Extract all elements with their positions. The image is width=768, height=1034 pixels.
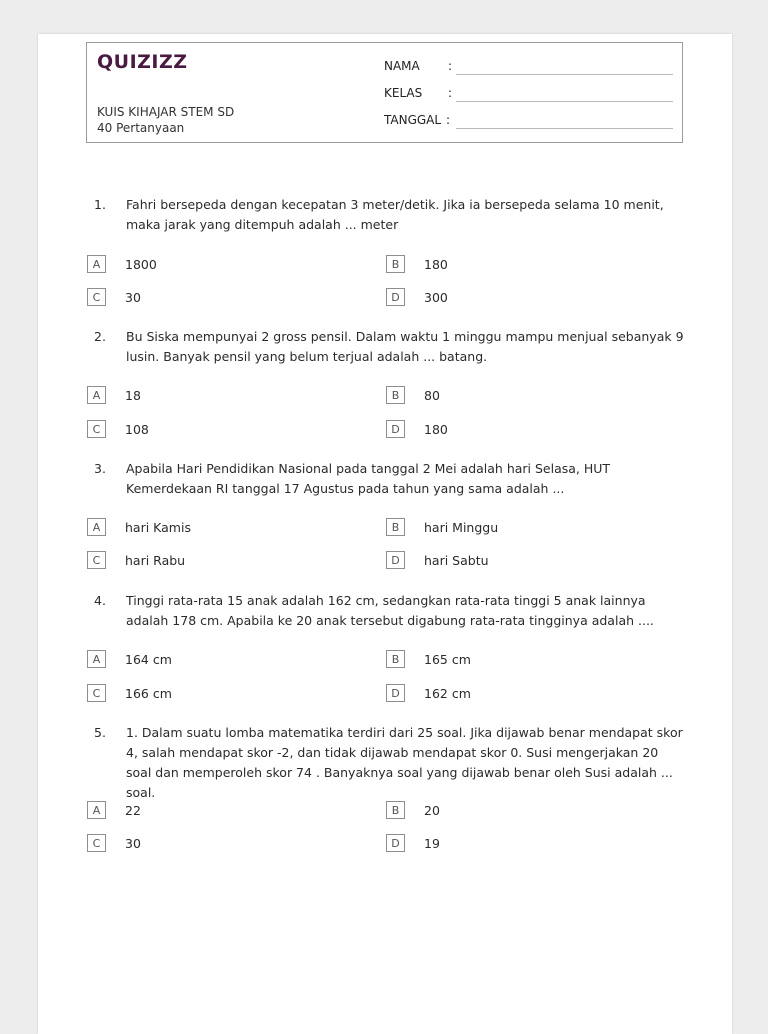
option-text: 162 cm xyxy=(424,686,471,701)
question-text: Tinggi rata-rata 15 anak adalah 162 cm, sedangkan rata-rata tinggi 5 anak lainnya adalah 178 cm. Apabila ke 20 anak tersebut digabung rata-rata tingginya adalah .... xyxy=(126,593,654,628)
option-letter-box: C xyxy=(87,684,106,702)
option-letter-box: B xyxy=(386,650,405,668)
worksheet-page xyxy=(38,34,732,1034)
option-letter-box: A xyxy=(87,386,106,404)
option-letter-box: D xyxy=(386,420,405,438)
option-letter-box: A xyxy=(87,518,106,536)
option-letter-box: D xyxy=(386,288,405,306)
class-label: KELAS xyxy=(384,86,423,100)
option-text: hari Minggu xyxy=(424,520,499,535)
question-number: 2. xyxy=(94,329,106,344)
option-letter-box: B xyxy=(386,801,405,819)
quiz-title: KUIS KIHAJAR STEM SD xyxy=(97,105,235,119)
question-number: 3. xyxy=(94,461,106,476)
option-text: 300 xyxy=(424,290,448,305)
option-text: 180 xyxy=(424,257,448,272)
option-text: hari Rabu xyxy=(125,553,186,568)
question-number: 4. xyxy=(94,593,106,608)
option-letter-box: C xyxy=(87,420,106,438)
name-blank-line[interactable] xyxy=(456,74,673,75)
name-colon: : xyxy=(448,59,453,73)
option-text: 20 xyxy=(424,803,440,818)
option-letter-box: A xyxy=(87,801,106,819)
question-number: 1. xyxy=(94,197,106,212)
option-text: 22 xyxy=(125,803,141,818)
question-count: 40 Pertanyaan xyxy=(97,121,185,135)
option-letter-box: A xyxy=(87,650,106,668)
option-text: 166 cm xyxy=(125,686,172,701)
question-text: Bu Siska mempunyai 2 gross pensil. Dalam waktu 1 minggu mampu menjual sebanyak 9 lusin. Banyak pensil yang belum terjual adalah ... batang. xyxy=(126,329,684,364)
option-text: 108 xyxy=(125,422,149,437)
option-letter-box: A xyxy=(87,255,106,273)
option-text: hari Kamis xyxy=(125,520,191,535)
option-text: hari Sabtu xyxy=(424,553,489,568)
option-letter-box: B xyxy=(386,386,405,404)
date-blank-line[interactable] xyxy=(456,128,673,129)
worksheet-header xyxy=(86,42,683,143)
question-text: 1. Dalam suatu lomba matematika terdiri dari 25 soal. Jika dijawab benar mendapat skor 4, salah mendapat skor -2, dan tidak dijawab mendapat skor 0. Susi mengerjakan 20 soal dan memperoleh skor 74 . Banyaknya soal yang dijawab benar oleh Susi adalah ... soal. xyxy=(126,725,683,800)
option-text: 30 xyxy=(125,290,141,305)
option-text: 18 xyxy=(125,388,141,403)
option-text: 1800 xyxy=(125,257,157,272)
option-letter-box: D xyxy=(386,551,405,569)
date-label: TANGGAL xyxy=(384,113,442,127)
name-label: NAMA xyxy=(384,59,420,73)
option-text: 30 xyxy=(125,836,141,851)
class-colon: : xyxy=(448,86,453,100)
option-text: 180 xyxy=(424,422,448,437)
option-letter-box: B xyxy=(386,255,405,273)
option-letter-box: C xyxy=(87,288,106,306)
option-text: 165 cm xyxy=(424,652,471,667)
date-colon: : xyxy=(446,113,451,127)
quizizz-logo: QUIZIZZ xyxy=(97,51,188,73)
option-letter-box: C xyxy=(87,834,106,852)
option-text: 19 xyxy=(424,836,440,851)
option-letter-box: D xyxy=(386,834,405,852)
option-letter-box: D xyxy=(386,684,405,702)
question-number: 5. xyxy=(94,725,106,740)
question-text: Apabila Hari Pendidikan Nasional pada tanggal 2 Mei adalah hari Selasa, HUT Kemerdekaan RI tanggal 17 Agustus pada tahun yang sama adalah ... xyxy=(126,461,611,496)
option-letter-box: B xyxy=(386,518,405,536)
class-blank-line[interactable] xyxy=(456,101,673,102)
option-letter-box: C xyxy=(87,551,106,569)
option-text: 80 xyxy=(424,388,440,403)
question-text: Fahri bersepeda dengan kecepatan 3 meter/detik. Jika ia bersepeda selama 10 menit, maka jarak yang ditempuh adalah ... meter xyxy=(126,197,664,232)
option-text: 164 cm xyxy=(125,652,172,667)
